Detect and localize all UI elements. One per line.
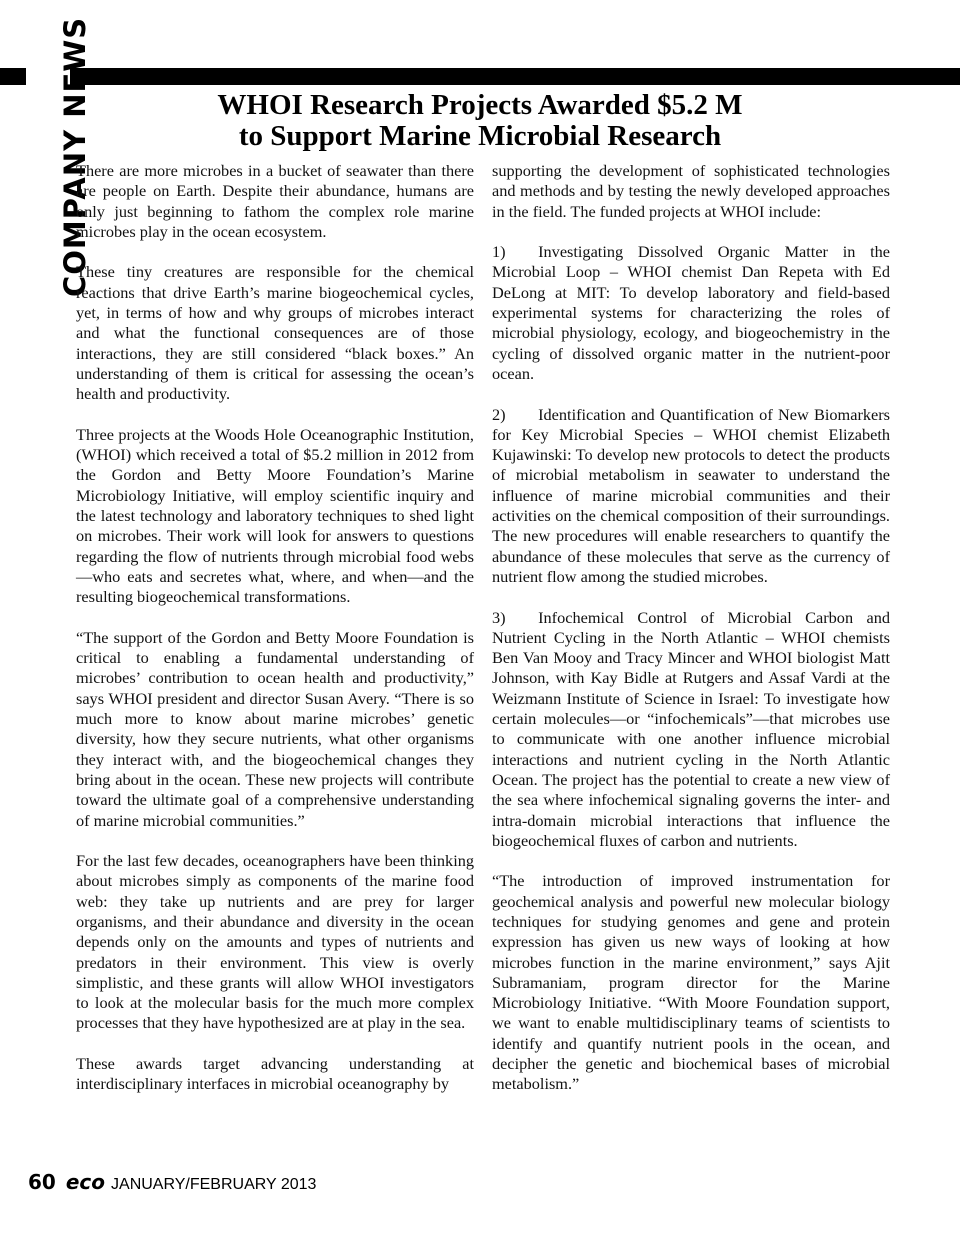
project-item-2: 2) Identification and Quantification of New Biomarkers for Key Microbial Species – WHOI chemist Elizabeth Kujawinski: To develop new protocols to detect the products of microbial metabolism in seawater to understand the influence of marine microbial communities and their activities on the chemical composition of their surroundings. The new procedures will enable researchers to quantify the abundance of these molecules that serve as the currency of nutrient flow among the studied microbes.: [492, 404, 890, 586]
page-number: 60: [28, 1170, 56, 1194]
section-rule-left: [0, 68, 26, 85]
section-rule: [70, 68, 960, 85]
paragraph: “The introduction of improved instrumentation for geochemical analysis and powerful new molecular biology techniques for studying genomes and gene and protein expression has given us new ways of looking at how microbes function in the marine environment,” says Ajit Subramaniam, program director for the Marine Microbiology Initiative. “With Moore Foundation support, we want to enable multidisciplinary teams of scientists to identify and quantify nutrient pools in the ocean, and decipher the genetic and biochemical bases of microbial metabolism.”: [492, 871, 890, 1094]
paragraph: These tiny creatures are responsible for the chemical reactions that drive Earth’s marine biogeochemical cycles, yet, in terms of how and why groups of microbes interact and what the functional consequences are of those interactions, they are still considered “black boxes.” An understanding of them is critical for assessing the ocean’s health and productivity.: [76, 262, 474, 404]
issue-date: JANUARY/FEBRUARY 2013: [111, 1176, 317, 1193]
right-column: [492, 161, 890, 1095]
paragraph: For the last few decades, oceanographers have been thinking about microbes simply as components of the marine food web: they take up nutrients and are prey for larger organisms, and their abundance and diversity in the ocean depends only on the amounts and types of nutrients and predators in their environment. This view is overly simplistic, and these grants will allow WHOI investigators to look at the molecular basis for the much more complex processes that they have hypothesized are at play in the sea.: [76, 851, 474, 1033]
paragraph: There are more microbes in a bucket of seawater than there are people on Earth. Despite their abundance, humans are only just beginning to fathom the complex role marine microbes play in the ocean ecosystem.: [76, 161, 474, 241]
section-label: COMPANY NEWS: [58, 16, 92, 297]
left-column: [76, 161, 474, 1095]
paragraph: supporting the development of sophisticated technologies and methods and by testing the newly developed approaches in the field. The funded projects at WHOI include:: [492, 161, 890, 221]
paragraph: “The support of the Gordon and Betty Moore Foundation is critical to enabling a fundamental understanding of microbes’ contribution to ocean health and productivity,” says WHOI president and director Susan Avery. “There is so much more to know about marine microbes’ genetic diversity, how they secure nutrients, what other organisms they interact with, and the biogeochemical changes they bring about in the ocean. These new projects will contribute toward the ultimate goal of a comprehensive understanding of marine microbial communities.”: [76, 627, 474, 830]
headline: [100, 90, 860, 152]
headline-line-2: to Support Marine Microbial Research: [238, 120, 722, 152]
paragraph: These awards target advancing understanding at interdisciplinary interfaces in microbial oceanography by: [76, 1054, 474, 1094]
project-item-3: 3) Infochemical Control of Microbial Carbon and Nutrient Cycling in the North Atlantic – WHOI chemists Ben Van Mooy and Tracy Mincer and WHOI biologist Matt Johnson, with Kay Bidle at Rutgers and Assaf Vardi at the Weizmann Institute of Science in Israel: To investigate how certain molecules—or “infochemicals”—that microbes use to communicate with one another influence microbial interactions and nutrient cycling in the North Atlantic Ocean. The project has the potential to create a new view of the sea where infochemical signaling governs the inter- and intra-domain microbial interactions that influence the biogeochemical fluxes of carbon and nutrients.: [492, 607, 890, 850]
magazine-logo: eco: [65, 1170, 106, 1194]
page-footer: [28, 1168, 316, 1196]
paragraph: Three projects at the Woods Hole Oceanographic Institution, (WHOI) which received a total of $5.2 million in 2012 from the Gordon and Betty Moore Foundation’s Marine Microbiology Initiative, will employ scientific inquiry and the latest technology and laboratory techniques to shed light on microbes. Their work will look for answers to questions regarding the flow of nutrients through microbial food webs—who eats and secretes what, where, and when—and the resulting biogeochemical transformations.: [76, 424, 474, 607]
headline-line-1: WHOI Research Projects Awarded $5.2 M: [217, 89, 743, 121]
project-item-1: 1) Investigating Dissolved Organic Matter in the Microbial Loop – WHOI chemist Dan Repeta with Ed DeLong at MIT: To develop laboratory and field-based experimental systems for characterizing the roles of microbial physiology, ecology, and biogeochemistry in the cycling of dissolved organic matter in the nutrient-poor ocean.: [492, 242, 890, 383]
